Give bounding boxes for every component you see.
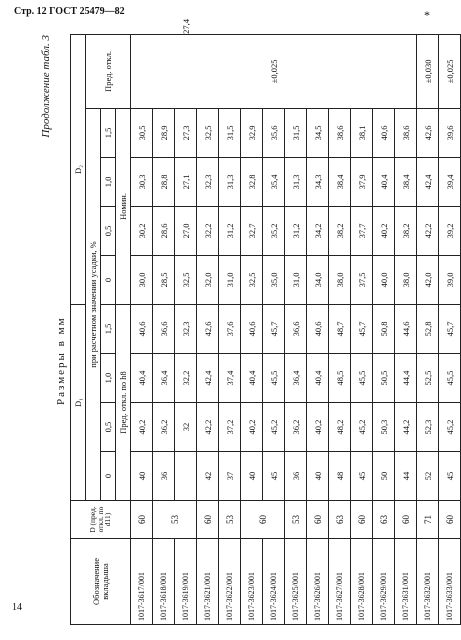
D-cell	[175, 452, 197, 501]
d1-cell: 40,6	[131, 304, 153, 353]
d2-cell: 34,5	[307, 108, 329, 157]
d2-cell: 34,2	[307, 206, 329, 255]
table-row	[351, 34, 373, 624]
d1-cell: 45,7	[263, 304, 285, 353]
d2-cell: 32,3	[197, 157, 219, 206]
d2-cell: 32,9	[241, 108, 263, 157]
d1-cell: 44,2	[395, 403, 417, 452]
D-cell: 60	[395, 501, 417, 539]
rotated-table-sheet	[40, 19, 455, 625]
table-row	[395, 34, 417, 624]
tolerance-cell: ±0,025	[131, 34, 417, 108]
d1-cell: 50,5	[373, 354, 395, 403]
designation-cell: 1017-3619/001	[175, 539, 197, 625]
d1-cell: 45,2	[439, 403, 461, 452]
d1-cell: 40,4	[307, 354, 329, 403]
d1-cell: 48,2	[329, 403, 351, 452]
d1-cell: 40	[131, 452, 153, 501]
d1-cell: 36,4	[153, 354, 175, 403]
page-header: Стр. 12 ГОСТ 25479—82	[14, 6, 125, 17]
d1-cell: 44,6	[395, 304, 417, 353]
d1-cell: 37,6	[219, 304, 241, 353]
table-continuation-caption: Продолжение табл. 3	[40, 35, 52, 138]
table-row	[373, 34, 395, 624]
d2-cell: 34,3	[307, 157, 329, 206]
designation-cell: 1017-3632/001	[417, 539, 439, 625]
shrink-col: 1,0	[101, 354, 116, 403]
d2-cell: 27,1	[175, 157, 197, 206]
designation-cell: 1017-3628/001	[351, 539, 373, 625]
d2-cell: 38,6	[329, 108, 351, 157]
D-cell: 60	[241, 501, 285, 539]
d1-cell: 45,5	[351, 354, 373, 403]
d2-cell: 28,6	[153, 206, 175, 255]
designation-cell: 1017-3623/001	[241, 539, 263, 625]
d1-cell: 48,5	[329, 354, 351, 403]
d1-cell: 50	[373, 452, 395, 501]
d1-cell: 40	[307, 452, 329, 501]
d1-cell: 40	[241, 452, 263, 501]
d1-cell: 37,2	[219, 403, 241, 452]
shrink-col: 0,5	[101, 206, 116, 255]
designation-cell: 1017-3617/001	[131, 539, 153, 625]
header-D: D (пред. откл. по d11)	[71, 501, 131, 539]
d2-cell: 39,6	[439, 108, 461, 157]
tolerance-cell: ±0,025	[439, 34, 461, 108]
d2-cell: 28,9	[153, 108, 175, 157]
table-row	[197, 34, 219, 624]
D-cell: 53	[285, 501, 307, 539]
d1-cell: 48,7	[329, 304, 351, 353]
d2-cell: 35,4	[263, 157, 285, 206]
designation-cell: 1017-3624/001	[263, 539, 285, 625]
d2-cell: 28,5	[153, 255, 175, 304]
designation-cell: 1017-3629/001	[373, 539, 395, 625]
d1-cell: 40,6	[241, 304, 263, 353]
header-designation: Обозначение вкладыша	[71, 539, 131, 625]
shrink-col: 1,0	[101, 157, 116, 206]
d2-cell: 31,5	[219, 108, 241, 157]
table-row: 1017-3619/001 32 32,2 32,3 32,5 27,0 27,1 27,3 27,4	[175, 34, 197, 624]
d2-cell: 31,2	[285, 206, 307, 255]
d1-cell: 37	[219, 452, 241, 501]
header-shrinkage: при расчетном значении усадки, %	[86, 108, 101, 500]
d2-cell: 38,2	[395, 206, 417, 255]
table-row	[131, 34, 153, 624]
D-cell: 60	[197, 501, 219, 539]
d1-cell: 45,7	[351, 304, 373, 353]
D-cell: 63	[373, 501, 395, 539]
d1-cell: 40,6	[307, 304, 329, 353]
header-D1: D₁	[71, 304, 86, 500]
d1-cell: 36,2	[285, 403, 307, 452]
table-row	[153, 34, 175, 624]
page-number: 14	[12, 602, 22, 613]
header-tolerance: Пред. откл.	[86, 34, 131, 108]
d1-cell: 40,2	[241, 403, 263, 452]
d2-cell: 39,0	[439, 255, 461, 304]
d2-cell: 40,6	[373, 108, 395, 157]
d1-cell: 42,2	[197, 403, 219, 452]
d2-cell: 39,4	[439, 157, 461, 206]
tolerance-cell: ±0,030	[417, 34, 439, 108]
d2-cell: 28,8	[153, 157, 175, 206]
d1-cell: 45	[263, 452, 285, 501]
dimensions-table	[70, 19, 461, 625]
d2-cell: 38,4	[395, 157, 417, 206]
table-body	[131, 19, 461, 624]
d2-cell: 42,6	[417, 108, 439, 157]
designation-cell: 1017-3622/001	[219, 539, 241, 625]
d1-cell: 45,2	[351, 403, 373, 452]
d1-cell: 36,6	[285, 304, 307, 353]
d2-cell: 32,5	[241, 255, 263, 304]
d1-cell: 52,5	[417, 354, 439, 403]
d2-cell: 42,4	[417, 157, 439, 206]
d2-cell: 32,8	[241, 157, 263, 206]
header-nominal: Номин.	[116, 108, 131, 304]
d2-cell: 35,0	[263, 255, 285, 304]
d2-cell: 38,0	[329, 255, 351, 304]
shrink-col: 1,5	[101, 108, 116, 157]
d1-cell: 36	[153, 452, 175, 501]
d1-cell: 50,8	[373, 304, 395, 353]
designation-cell: 1017-3625/001	[285, 539, 307, 625]
d2-cell: 38,2	[329, 206, 351, 255]
d2-cell: 30,2	[131, 206, 153, 255]
d2-cell: 40,4	[373, 157, 395, 206]
d2-cell: 32,7	[241, 206, 263, 255]
d2-cell: 30,5	[131, 108, 153, 157]
d1-cell: 42,4	[197, 354, 219, 403]
d1-cell: 32,2	[175, 354, 197, 403]
d1-cell: 48	[329, 452, 351, 501]
d2-cell: 37,5	[351, 255, 373, 304]
designation-cell: 1017-3633/001	[439, 539, 461, 625]
D-cell: 71	[417, 501, 439, 539]
d1-cell: 40,4	[131, 354, 153, 403]
d2-cell: 37,9	[351, 157, 373, 206]
shrink-col: 0	[101, 255, 116, 304]
d1-cell: 42	[197, 452, 219, 501]
d2-cell: 42,2	[417, 206, 439, 255]
d1-cell: 45	[439, 452, 461, 501]
d1-cell: 40,2	[307, 403, 329, 452]
d2-cell: 32,2	[197, 206, 219, 255]
d2-cell: 40,2	[373, 206, 395, 255]
d2-cell: 35,2	[263, 206, 285, 255]
d2-cell: 30,3	[131, 157, 153, 206]
d1-cell: 37,4	[219, 354, 241, 403]
D-cell: 60	[131, 501, 153, 539]
table-row	[417, 34, 439, 624]
d1-cell: 44	[395, 452, 417, 501]
d2-cell: 31,2	[219, 206, 241, 255]
d1-cell: 32,5	[175, 255, 197, 304]
d1-cell: 40,4	[241, 354, 263, 403]
d2-cell: 38,6	[395, 108, 417, 157]
D-cell: 63	[329, 501, 351, 539]
d1-cell: 45,2	[263, 403, 285, 452]
d1-cell: 32,3	[175, 304, 197, 353]
d2-cell: 34,0	[307, 255, 329, 304]
d1-cell: 36,4	[285, 354, 307, 403]
d1-cell: 36,2	[153, 403, 175, 452]
D-cell: 60	[439, 501, 461, 539]
d2-cell: 31,5	[285, 108, 307, 157]
d2-cell: 39,2	[439, 206, 461, 255]
corner-mark: *	[424, 8, 430, 22]
d2-cell: 31,3	[285, 157, 307, 206]
d2-cell: 31,3	[219, 157, 241, 206]
d2-cell: 42,0	[417, 255, 439, 304]
D-cell: 60	[351, 501, 373, 539]
D-cell: 60	[307, 501, 329, 539]
d1-cell: 45	[351, 452, 373, 501]
shrink-col: 1,5	[101, 304, 116, 353]
designation-cell: 1017-3621/001	[197, 539, 219, 625]
d1-cell: 50,3	[373, 403, 395, 452]
shrink-col: 0,5	[101, 403, 116, 452]
designation-cell: 1017-3631/001	[395, 539, 417, 625]
table-row	[285, 34, 307, 624]
shrink-col: 0	[101, 452, 116, 501]
d2-cell: 38,4	[329, 157, 351, 206]
designation-cell: 1017-3627/001	[329, 539, 351, 625]
d2-cell: 27,0	[175, 206, 197, 255]
header-d1-tolerance: Пред. откл. по h8	[116, 304, 131, 500]
d2-cell: 40,0	[373, 255, 395, 304]
d1-cell: 42,6	[197, 304, 219, 353]
designation-cell: 1017-3618/001	[153, 539, 175, 625]
d1-cell: 45,7	[439, 304, 461, 353]
d2-cell: 31,0	[285, 255, 307, 304]
D-cell: 53	[219, 501, 241, 539]
d2-cell: 27,3	[175, 108, 197, 157]
d1-cell: 32	[175, 403, 197, 452]
d1-cell: 52,3	[417, 403, 439, 452]
table-row	[219, 34, 241, 624]
d1-cell: 36	[285, 452, 307, 501]
d2-cell: 37,7	[351, 206, 373, 255]
table-units-caption: Размеры в мм	[55, 316, 67, 405]
D-cell: 53	[153, 501, 197, 539]
d1-cell: 40,2	[131, 403, 153, 452]
d1-cell: 44,4	[395, 354, 417, 403]
d2-cell: 30,0	[131, 255, 153, 304]
table-row	[439, 34, 461, 624]
d2-cell: 32,0	[197, 255, 219, 304]
designation-cell: 1017-3626/001	[307, 539, 329, 625]
d1-cell: 45,5	[263, 354, 285, 403]
d2-cell: 31,0	[219, 255, 241, 304]
d1-cell: 45,5	[439, 354, 461, 403]
d1-cell: 52,8	[417, 304, 439, 353]
d1-cell: 36,6	[153, 304, 175, 353]
d2-cell: 38,1	[351, 108, 373, 157]
d1-cell: 52	[417, 452, 439, 501]
table-row	[241, 34, 263, 624]
d2-cell: 38,0	[395, 255, 417, 304]
table-row	[307, 34, 329, 624]
d2-cell: 35,6	[263, 108, 285, 157]
header-D2: D₂	[71, 34, 86, 304]
table-row	[329, 34, 351, 624]
d2-cell: 32,5	[197, 108, 219, 157]
